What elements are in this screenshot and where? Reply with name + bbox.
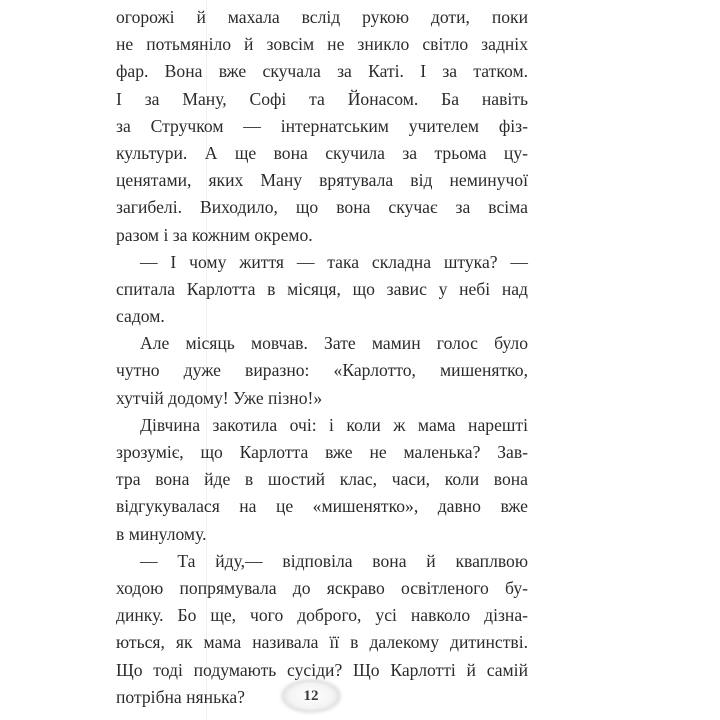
text-line: в минулому. — [116, 523, 207, 544]
text-line: хутчій додому! Уже пізно!» — [116, 387, 323, 408]
body-text — [116, 4, 528, 711]
text-line: динку. Бо ще, чого доброго, усі навколо дізна- — [116, 605, 528, 626]
page-number: 12 — [303, 687, 319, 704]
text-line: не потьмяніло й зовсім не зникло світло задніх — [116, 34, 528, 55]
text-line: за Стручком — інтернатським учителем фіз- — [116, 115, 528, 136]
text-line: відгукувалася на це «мишенятко», давно вже — [116, 496, 528, 517]
text-line: — Та йду,— відповіла вона й кваплвою — [140, 550, 528, 571]
text-line: потрібна нянька? — [116, 686, 245, 707]
text-line: І за Ману, Софі та Йонасом. Ба навіть — [116, 88, 528, 109]
text-line: разом і за кожним окремо. — [116, 224, 313, 245]
text-line: Що тоді подумають сусіди? Що Карлотті й самій — [116, 659, 528, 680]
text-line: огорожі й махала вслід рукою доти, поки — [116, 7, 528, 27]
text-line: садом. — [116, 306, 165, 327]
text-line: спитала Карлотта в місяця, що завис у небі над — [116, 278, 528, 299]
text-line: ценятами, яких Ману врятувала від неминучої — [116, 170, 528, 191]
text-line: Дівчина закотила очі: і коли ж мама нарешті — [140, 414, 528, 435]
text-line: чутно дуже виразно: «Карлотто, мишенятко, — [116, 360, 528, 381]
page-number-badge — [282, 680, 340, 712]
text-line: ходою попрямувала до яскраво освітленого бу- — [116, 577, 528, 598]
text-line: фар. Вона вже скучала за Каті. І за татком. — [116, 61, 528, 82]
text-line: ються, як мама називала її в далекому дитинстві. — [116, 632, 528, 653]
text-line: загибелі. Виходило, що вона скучає за всіма — [116, 197, 528, 218]
text-line: тра вона йде в шостий клас, часи, коли вона — [116, 469, 528, 490]
text-line: — І чому життя — така складна штука? — — [140, 251, 528, 272]
text-line: культури. А ще вона скучила за трьома цу- — [116, 142, 528, 163]
text-line: Але місяць мовчав. Зате мамин голос було — [140, 333, 528, 354]
text-line: зрозуміє, що Карлотта вже не маленька? Зав- — [116, 442, 528, 462]
